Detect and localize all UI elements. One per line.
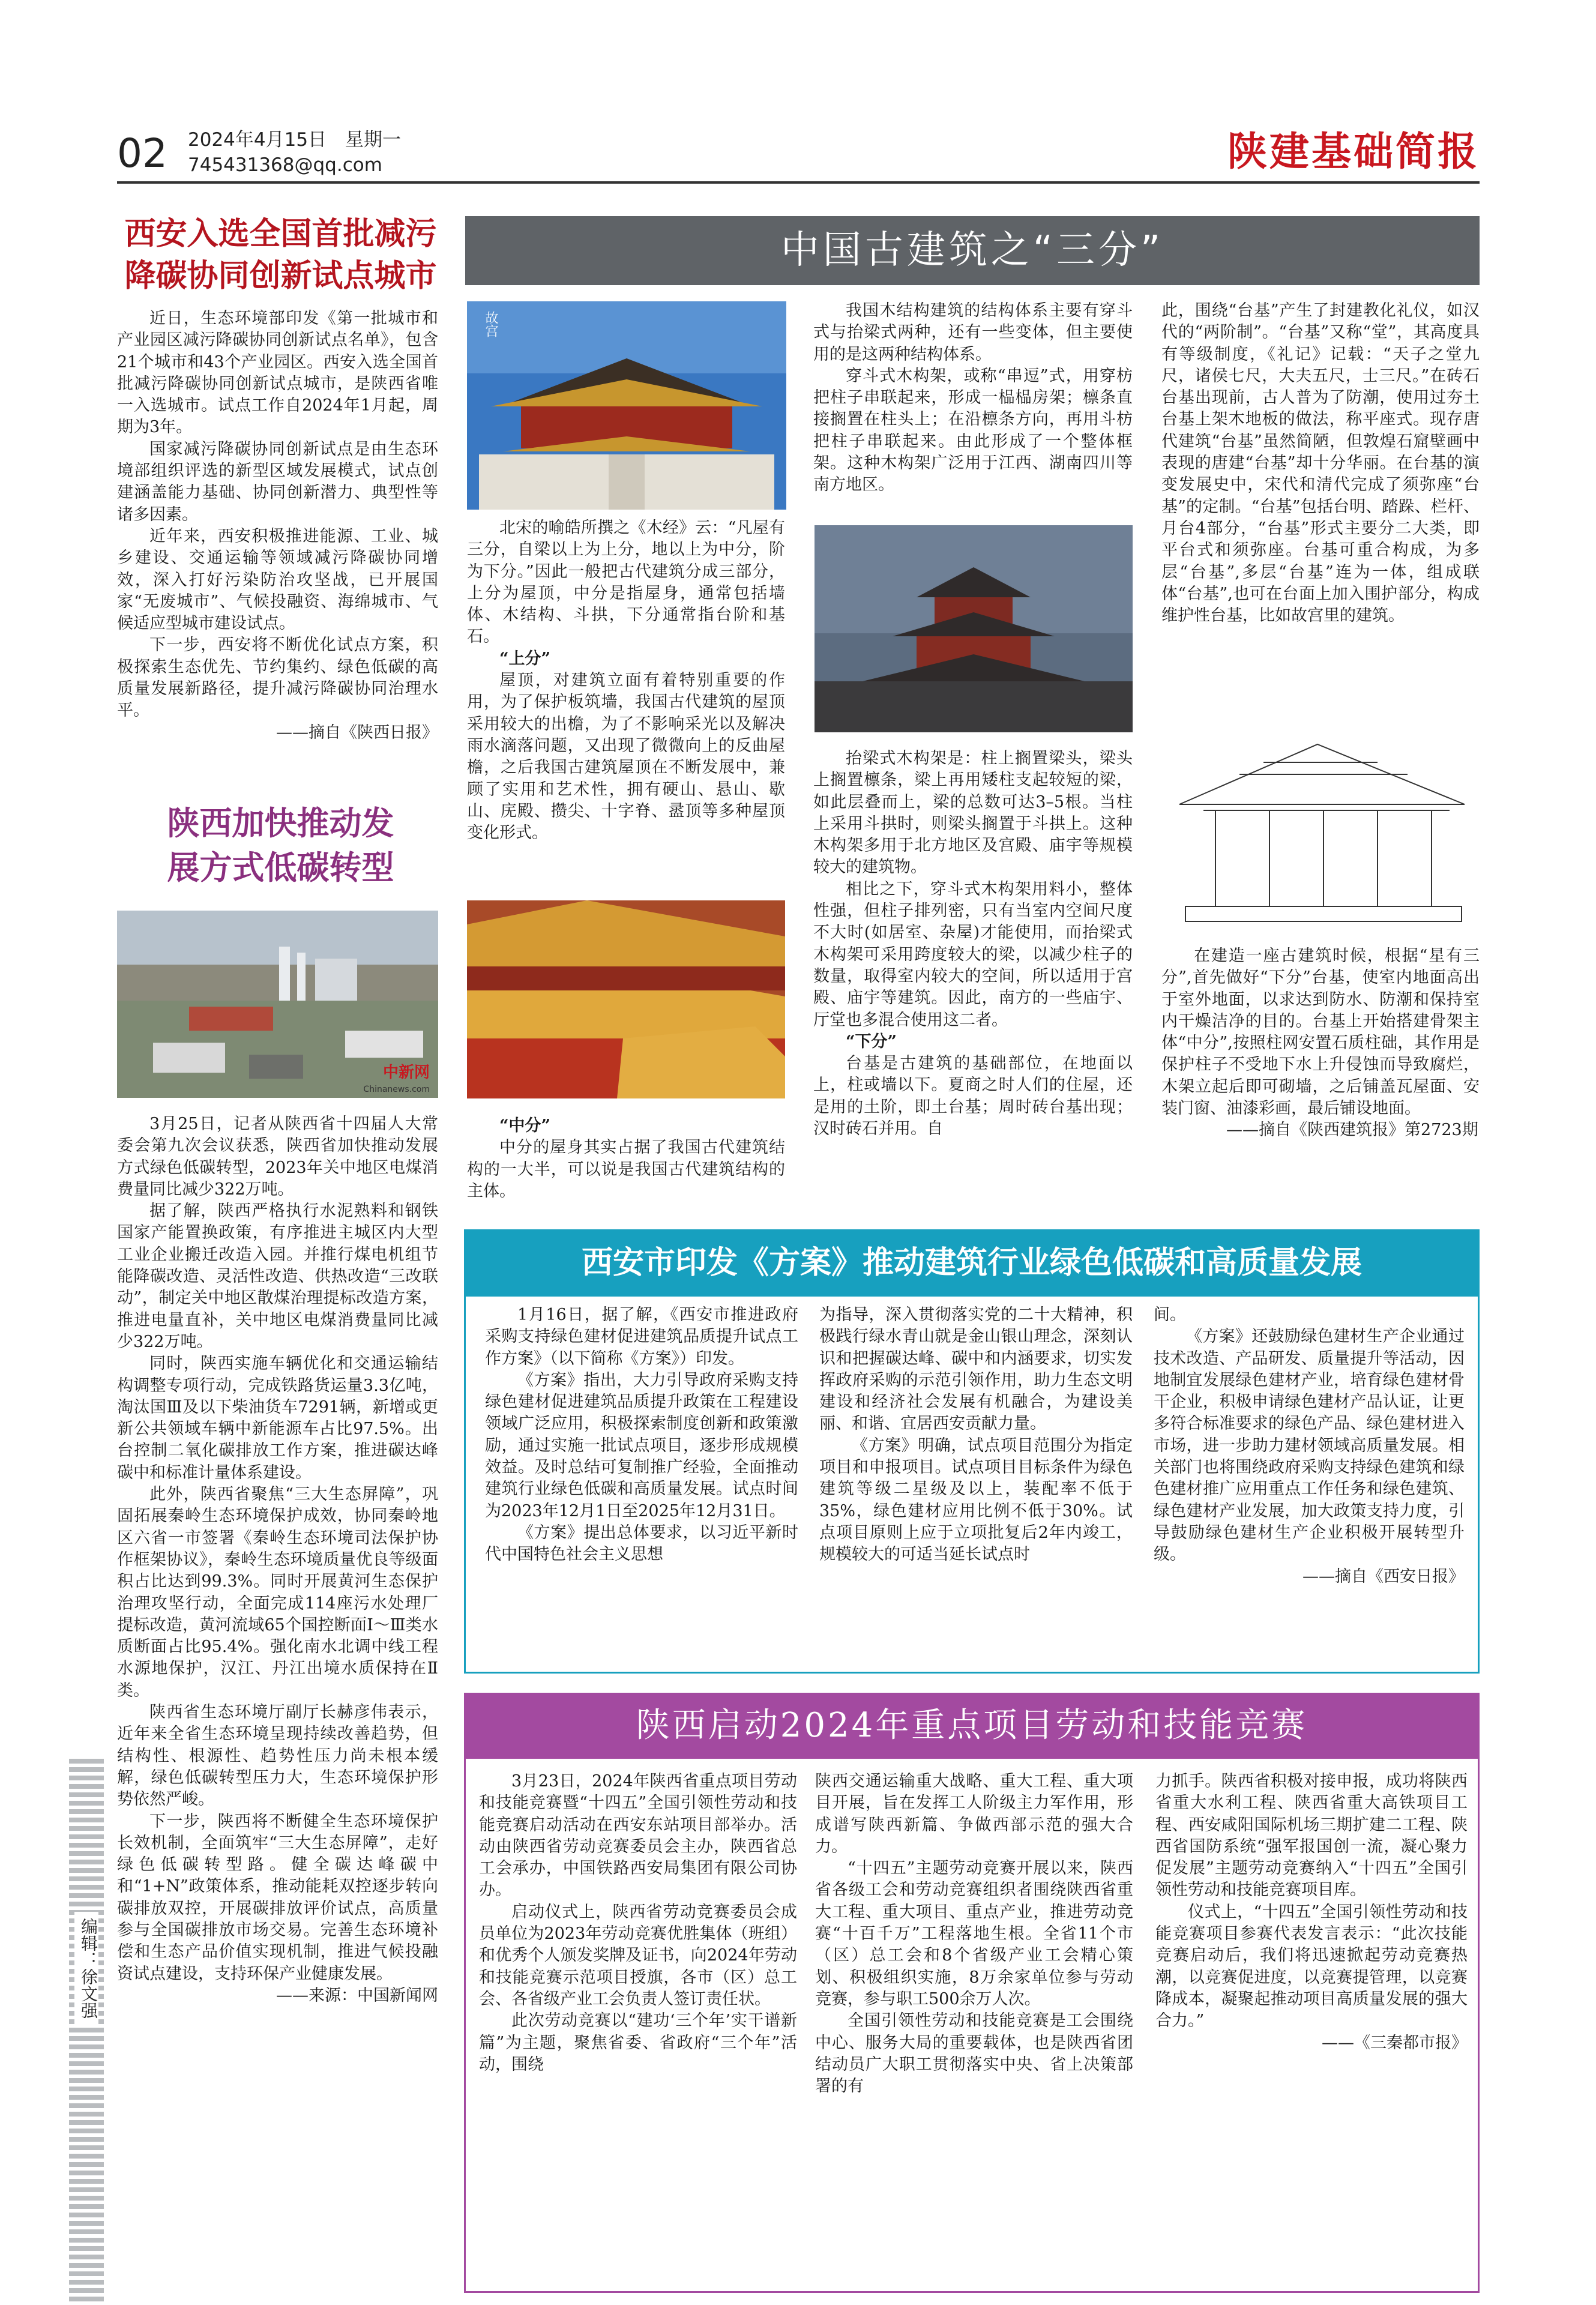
paragraph: 近日，生态环境部印发《第一批城市和产业园区减污降碳协同创新试点名单》，包含21个城市和43个产业园区。西安入选全国首批减污降碳协同创新试点城市，是陕西省唯一入选城市。试点工作自2024年1月起，周期为3年。 [117, 309, 438, 437]
paragraph: 全国引领性劳动和技能竞赛是工会围绕中心、服务大局的重要载体，也是陕西省团结动员广大职工贯彻落实中央、省上决策部署的有 [815, 2011, 1133, 2096]
paragraph: 相比之下，穿斗式木构架用料小，整体性强，但柱子排列密，只有当室内空间尺度不大时(如居室、杂屋)才能使用，而抬梁式木构架可采用跨度较大的梁，以减少柱子的数量，取得室内较大的空间，所以适用于宫殿、庙宇等建筑。因此，南方的一些庙宇、厅堂也多混合使用这二者。 [813, 879, 1133, 1029]
paragraph: 此外，陕西省聚焦“三大生态屏障”，巩固拓展秦岭生态环境保护成效，协同秦岭地区六省一市签署《秦岭生态环境司法保护协作框架协议》，秦岭生态环境质量优良等级面积占比达到99.3%。同时开展黄河生态保护治理攻坚行动，全面完成114座污水处理厂提标改造，黄河流域65个国控断面Ⅰ～Ⅲ类水质断面占比95.4%。强化南水北调中线工程水源地保护，汉江、丹江出境水质保持在Ⅱ类。 [117, 1485, 438, 1700]
plan-col1 [485, 1304, 798, 1566]
article-source: ——摘自《陕西日报》 [276, 723, 438, 742]
plan-col2 [819, 1304, 1133, 1566]
paragraph: 1月16日，据了解，《西安市推进政府采购支持绿色建材促进建筑品质提升试点工作方案》（以下简称《方案》）印发。 [485, 1306, 798, 1368]
photo-watermark-sub: Chinanews.com [363, 1085, 430, 1094]
plan-article-banner: 西安市印发《方案》推动建筑行业绿色低碳和高质量发展 [464, 1229, 1480, 1297]
page-header [117, 125, 1480, 182]
paragraph: “十四五”主题劳动竞赛开展以来，陕西省各级工会和劳动竞赛组织者围绕陕西省重大工程、重大项目、重点产业，推进劳动竞赛“十百千万”工程落地生根。全省11个市（区）总工会和8个省级产业工会精心策划、积极组织实施，8万余家单位参与劳动竞赛，参与职工500余万人次。 [815, 1859, 1133, 2008]
article-source: ——摘自《西安日报》 [1302, 1567, 1465, 1586]
paragraph: 台基是古建筑的基础部位，在地面以上，柱或墙以下。夏商之时人们的住屋，还是用的土阶，即土台基；周时砖台基出现；汉时砖石并用。自 [813, 1054, 1133, 1139]
paragraph: 穿斗式木构架，或称“串逗”式，用穿枋把柱子串联起来，形成一榀榀房架；檩条直接搁置在柱头上；在沿檩条方向，再用斗枋把柱子串联起来。由此形成了一个整体框架。这种木构架广泛用于江西、湖南四川等南方地区。 [813, 366, 1133, 495]
paragraph: 北宋的喻皓所撰之《木经》云：“凡屋有三分，自梁以上为上分，地以上为中分，阶为下分。”因此一般把古代建筑分成三部分，上分为屋顶，中分是指屋身，通常包括墙体、木结构、斗拱，下分通常指台阶和基石。 [467, 519, 785, 646]
article-source: ——摘自《陕西建筑报》第2723期 [1226, 1121, 1478, 1140]
paragraph: 仪式上，“十四五”全国引领性劳动和技能竞赛项目参赛代表发言表示：“此次技能竞赛启动后，我们将迅速掀起劳动竞赛热潮，以竞赛促进度，以竞赛提管理，以竞赛降成本，凝聚起推动项目高质量发展的强大合力。” [1155, 1902, 1468, 2031]
paragraph: 同时，陕西实施车辆优化和交通运输结构调整专项行动，完成铁路货运量3.3亿吨，淘汰国Ⅲ及以下柴油货车7291辆，新增或更新公共领域车辆中新能源车占比97.5%。出台控制二氧化碳排放工作方案，推进碳达峰碳中和标准计量体系建设。 [117, 1354, 438, 1482]
paragraph: 此次劳动竞赛以“建功‘三个年’实干谱新篇”为主题，聚焦省委、省政府“三个年”活动，围绕 [479, 2011, 797, 2074]
transform-title-line2: 展方式低碳转型 [167, 849, 394, 887]
pilot-article-body [117, 308, 438, 744]
plan-col3 [1154, 1304, 1465, 1588]
ancient-col3-text [1161, 300, 1480, 627]
sidebar-stripes-icon [69, 1759, 104, 2305]
ancient-col2-text [813, 300, 1133, 496]
industrial-park-photo [117, 911, 438, 1098]
pilot-article-title [117, 213, 444, 297]
forbidden-city-photo [467, 301, 786, 510]
transform-title-line1: 陕西加快推动发 [167, 804, 394, 842]
editor-label: 编辑： [79, 1918, 98, 1968]
pilot-title-line1: 西安入选全国首批减污 [124, 216, 437, 252]
contest-col2 [815, 1771, 1133, 2097]
pagoda-photo [815, 525, 1133, 732]
paragraph: 屋顶，对建筑立面有着特别重要的作用，为了保护板筑墙，我国古代建筑的屋顶采用较大的出檐，为了不影响采光以及解决雨水滴落问题，又出现了微微向上的反曲屋檐，之后我国古建筑屋顶在不断发展中，兼顾了实用和艺术性，拥有硬山、悬山、歇山、庑殿、攒尖、十字脊、盝顶等多种屋顶变化形式。 [467, 671, 785, 843]
article-source: ——《三秦都市报》 [1322, 2033, 1468, 2052]
ancient-col1-middle [467, 1115, 785, 1202]
paragraph: 陕西省生态环境厅副厅长赫彦伟表示，近年来全省生态环境呈现持续改善趋势，但结构性、根源性、趋势性压力尚未根本缓解，绿色低碳转型压力大，生态环境保护形势依然严峻。 [117, 1703, 438, 1809]
paragraph: 《方案》明确，试点项目范围分为指定项目和申报项目。试点项目目标条件为绿色建筑等级二星级及以上，装配率不低于35%，绿色建材应用比例不低于30%。试点项目原则上应于立项批复后2年内竣工，规模较大的可适当延长试点时 [819, 1436, 1133, 1564]
article-source: ——来源：中国新闻网 [276, 1986, 438, 2005]
ancient-col3-lower [1161, 945, 1480, 1142]
subheading-lower: “下分” [846, 1032, 897, 1051]
paragraph: 在建造一座古建筑时候，根据“星有三分”,首先做好“下分”台基，使室内地面高出于室外地面，以求达到防水、防潮和保持室内干燥洁净的目的。台基上开始搭建骨架主体“中分”,按照柱网安置石质柱础，其作用是保护柱子不受地下水上升侵蚀而导致腐烂，木架立起后即可砌墙，之后铺盖瓦屋面、安装门窗、油漆彩画，最后铺设地面。 [1161, 947, 1480, 1118]
paragraph: 中分的屋身其实占据了我国古代建筑结构的一大半，可以说是我国古代建筑结构的主体。 [467, 1138, 785, 1201]
editor-name: 徐文强 [79, 1968, 98, 2019]
ancient-col2-lower [813, 748, 1133, 1140]
paragraph: 力抓手。陕西省积极对接申报，成功将陕西省重大水利工程、陕西省重大高铁项目工程、西安咸阳国际机场三期扩建二工程、陕西省国防系统“强军报国创一流，凝心聚力促发展”主题劳动竞赛纳入“十四五”全国引领性劳动和技能竞赛项目库。 [1155, 1772, 1468, 1900]
ancient-article-banner: 中国古建筑之“三分” [465, 216, 1480, 285]
photo-watermark: 中新网 [382, 1064, 430, 1082]
issue-date: 2024年4月15日 星期一 [188, 129, 402, 151]
paragraph: 我国木结构建筑的结构体系主要有穿斗式与抬梁式两种，还有一些变体，但主要使用的是这两种结构体系。 [813, 301, 1133, 364]
transform-article-body [117, 1113, 438, 2007]
masthead: 陕建基础简报 [1227, 128, 1480, 175]
paragraph: 陕西交通运输重大战略、重大工程、重大项目开展，旨在发挥工人阶级主力军作用，形成谱写陕西新篇、争做西部示范的强大合力。 [815, 1772, 1133, 1856]
paragraph: 《方案》还鼓励绿色建材生产企业通过技术改造、产品研发、质量提升等活动，因地制宜发展绿色建材产业，培育绿色建材骨干企业，积极申请绿色建材产品认证，让更多符合标准要求的绿色产品、绿色建材进入市场，进一步助力建材领域高质量发展。相关部门也将围绕政府采购支持绿色建筑和绿色建材推广应用重点工作任务和绿色建筑、绿色建材产业发展，加大政策支持力度，引导鼓励绿色建材生产企业积极开展转型升级。 [1154, 1327, 1465, 1564]
paragraph: 抬梁式木构架是：柱上搁置梁头，梁头上搁置檩条，梁上再用矮柱支起较短的梁，如此层叠而上，梁的总数可达3–5根。当柱上采用斗拱时，则梁头搁置于斗拱上。这种木构架多用于北方地区及宫殿、庙宇等规模较大的建筑物。 [813, 749, 1133, 877]
paragraph: 《方案》指出，大力引导政府采购支持绿色建材促进建筑品质提升政策在工程建设领域广泛应用，积极探索制度创新和政策激励，通过实施一批试点项目，逐步形成规模效益。及时总结可复制推广经验，全面推动建筑行业绿色低碳和高质量发展。试点时间为2023年12月1日至2025年12月31日。 [485, 1370, 798, 1520]
paragraph: 《方案》提出总体要求，以习近平新时代中国特色社会主义思想 [485, 1523, 798, 1564]
contest-col1 [479, 1771, 797, 2076]
paragraph: 3月25日，记者从陕西省十四届人大常委会第九次会议获悉，陕西省加快推动发展方式绿色低碳转型，2023年关中地区电煤消费量同比减少322万吨。 [117, 1115, 438, 1199]
subheading-upper: “上分” [499, 649, 551, 668]
contest-col3 [1155, 1771, 1468, 2054]
editor-credit [74, 1912, 98, 2025]
transform-article-title [117, 801, 444, 890]
photo-vertical-caption: 故宫 [483, 311, 498, 337]
page-number: 02 [117, 130, 167, 176]
paragraph: 启动仪式上，陕西省劳动竞赛委员会成员单位为2023年劳动竞赛优胜集体（班组）和优秀个人颁发奖牌及证书，向2024年劳动和技能竞赛示范项目授旗，各市（区）总工会、各省级产业工会负责人签订责任状。 [479, 1902, 797, 2008]
paragraph: 下一步，西安将不断优化试点方案，积极探索生态优先、节约集约、绿色低碳的高质量发展新路径，提升减污降碳协同治理水平。 [117, 636, 438, 720]
paragraph: 国家减污降碳协同创新试点是由生态环境部组织评选的新型区域发展模式，试点创建涵盖能力基础、协同创新潜力、典型性等诸多因素。 [117, 439, 438, 524]
contact-email: 745431368@qq.com [188, 154, 382, 176]
palace-roofs-photo [467, 900, 785, 1098]
paragraph: 间。 [1154, 1306, 1186, 1324]
paragraph: 此，围绕“台基”产生了封建教化礼仪，如汉代的“两阶制”。“台基”又称“堂”，其高度具有等级制度，《礼记》记载：“天子之堂九尺，诸侯七尺，大夫五尺，士三尺。”在砖石台基出现前，古人普为了防潮，使用过夯土台基上架木地板的做法，称平座式。现存唐代建筑“台基”虽然简陋，但敦煌石窟壁画中表现的唐建“台基”却十分华丽。在台基的演变发展史中，宋代和清代完成了须弥座“台基”的定制。“台基”包括台明、踏跺、栏杆、月台4部分，“台基”形式主要分二大类，即平台式和须弥座。台基可重合构成，为多层“台基”,多层“台基”连为一体，组成联体“台基”,也可在台面上加入围护部分，构成维护性台基，比如故宫里的建筑。 [1161, 301, 1480, 625]
paragraph: 为指导，深入贯彻落实党的二十大精神，积极践行绿水青山就是金山银山理念，深刻认识和把握碳达峰、碳中和内涵要求，切实发挥政府采购的示范引领作用，助力生态文明建设和经济社会发展有机融合，为建设美丽、和谐、宜居西安贡献力量。 [819, 1306, 1133, 1433]
paragraph: 近年来，西安积极推进能源、工业、城乡建设、交通运输等领域减污降碳协同增效，深入打好污染防治攻坚战，已开展国家“无废城市”、气候投融资、海绵城市、气候适应型城市建设试点。 [117, 526, 438, 633]
header-rule [117, 181, 1480, 184]
roof-structure-drawing [1167, 726, 1477, 933]
pilot-title-line2: 降碳协同创新试点城市 [124, 258, 437, 294]
paragraph: 据了解，陕西严格执行水泥熟料和钢铁国家产能置换政策，有序推进主城区内大型工业企业搬迁改造入园。并推行煤电机组节能降碳改造、灵活性改造、供热改造“三改联动”，制定关中地区散煤治理提标改造方案，推进电量直补，关中地区电煤消费量同比减少322万吨。 [117, 1202, 438, 1351]
contest-article-banner: 陕西启动2024年重点项目劳动和技能竞赛 [464, 1693, 1480, 1759]
paragraph: 3月23日，2024年陕西省重点项目劳动和技能竞赛暨“十四五”全国引领性劳动和技能竞赛启动活动在西安东站项目部举办。活动由陕西省劳动竞赛委员会主办，陕西省总工会承办，中国铁路西安局集团有限公司协办。 [479, 1772, 797, 1900]
subheading-middle: “中分” [499, 1116, 551, 1135]
paragraph: 下一步，陕西将不断健全生态环境保护长效机制，全面筑牢“三大生态屏障”，走好绿色低碳转型路。健全碳达峰碳中和“1+N”政策体系，推动能耗双控逐步转向碳排放双控，开展碳排放评价试点，高质量参与全国碳排放市场交易。完善生态环境补偿和生态产品价值实现机制，推进气候投融资试点建设，支持环保产业健康发展。 [117, 1812, 438, 1983]
ancient-col1-text [467, 517, 785, 844]
